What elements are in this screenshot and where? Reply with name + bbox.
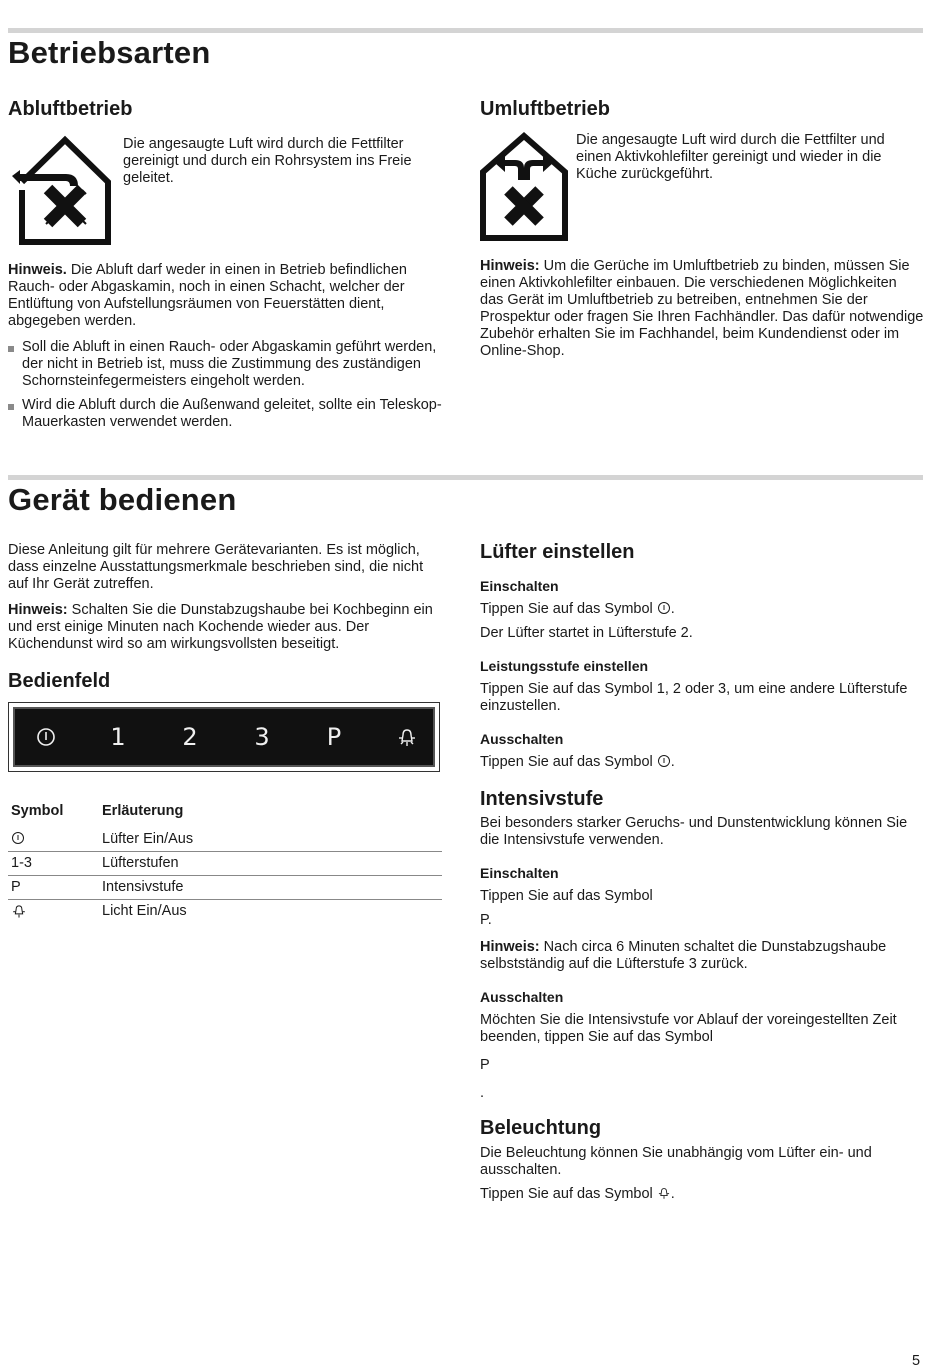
note-label: Hinweis: bbox=[8, 602, 68, 618]
section-rule bbox=[8, 475, 923, 480]
row-text: Licht Ein/Aus bbox=[102, 903, 187, 919]
ausschalten-text: Tippen Sie auf das Symbol . bbox=[480, 754, 675, 770]
row-text: Intensivstufe bbox=[102, 879, 184, 895]
einschalten-result: Der Lüfter startet in Lüfterstufe 2. bbox=[480, 625, 693, 641]
intro-note bbox=[8, 602, 448, 653]
intro-text: Diese Anleitung gilt für mehrere Gerätevarianten. Es ist möglich, dass einzelne Ausstattungsmerkmale beschrieben sind, die nicht auf Ihr Gerät zutreffen. bbox=[8, 542, 424, 592]
note-label: Hinweis. bbox=[8, 262, 67, 278]
note-text: Schalten Sie die Dunstabzugshaube bei Kochbeginn ein und erst einige Minuten nach Kochende wieder aus. Der Küchendunst wird so am wirkungsvollsten beseitigt. bbox=[8, 602, 433, 652]
panel-fan-3-button[interactable]: 3 bbox=[254, 723, 270, 751]
table-header-symbol: Symbol bbox=[11, 803, 64, 819]
bedienfeld-heading: Bedienfeld bbox=[8, 670, 111, 692]
power-icon bbox=[657, 754, 671, 768]
row-symbol: P bbox=[11, 879, 21, 895]
leistungsstufe-heading: Leistungsstufe einstellen bbox=[480, 658, 649, 674]
abluft-bullet-1: Soll die Abluft in einen Rauch- oder Abgaskamin geführt werden, der nicht in Betrieb ist, muss die Zustimmung des zuständigen Schornsteinfegermeisters eingeholt werden. bbox=[22, 339, 437, 389]
power-icon bbox=[35, 726, 57, 748]
umluft-note bbox=[480, 258, 924, 360]
note-label: Hinweis: bbox=[480, 258, 540, 274]
table-header-explanation: Erläuterung bbox=[102, 803, 184, 819]
note-text: Um die Gerüche im Umluftbetrieb zu binden, müssen Sie einen Aktivkohlefilter einbauen. Die verschiedenen Möglichkeiten das Gerät im Umluftbetrieb zu betreiben, entnehmen Sie der Prospektur oder fragen Sie Ihren Fachhändler. Das dafür notwendige Zubehör erhalten Sie im Fachhandel, beim Kundendienst oder im Online-Shop. bbox=[480, 258, 924, 359]
table-row bbox=[8, 876, 442, 900]
page-title: Betriebsarten bbox=[8, 35, 211, 70]
panel-light-button[interactable] bbox=[392, 726, 422, 754]
table-row bbox=[8, 852, 442, 876]
light-icon bbox=[396, 726, 418, 748]
row-text: Lüfterstufen bbox=[102, 855, 179, 871]
abluft-note bbox=[8, 262, 450, 330]
bullet-marker bbox=[8, 346, 14, 352]
einschalten-text: Tippen Sie auf das Symbol . bbox=[480, 601, 675, 617]
beleuchtung-instruction: Tippen Sie auf das Symbol bbox=[480, 1186, 657, 1202]
beleuchtung-description: Die Beleuchtung können Sie unabhängig vom Lüfter ein- und ausschalten. bbox=[480, 1145, 872, 1178]
power-icon bbox=[657, 601, 671, 615]
abluft-bullet-2: Wird die Abluft durch die Außenwand geleitet, sollte ein Teleskop-Mauerkasten verwendet werden. bbox=[22, 397, 442, 430]
panel-intensive-button[interactable]: P bbox=[326, 723, 342, 751]
leistungsstufe-text: Tippen Sie auf das Symbol 1, 2 oder 3, um eine andere Lüfterstufe einzustellen. bbox=[480, 681, 908, 714]
abluft-description: Die angesaugte Luft wird durch die Fettfilter gereinigt und durch ein Rohrsystem ins Freie geleitet. bbox=[123, 136, 412, 186]
control-panel bbox=[8, 702, 440, 772]
note-text: Nach circa 6 Minuten schaltet die Dunstabzugshaube selbstständig auf die Lüfterstufe 3 zurück. bbox=[480, 939, 887, 972]
intensiv-heading: Intensivstufe bbox=[480, 788, 604, 810]
table-row bbox=[8, 900, 442, 924]
intensiv-ausschalten-dot: . bbox=[480, 1085, 485, 1101]
house-exhaust-icon bbox=[8, 134, 112, 246]
intensiv-einschalten-heading: Einschalten bbox=[480, 865, 559, 881]
intensiv-ausschalten-heading: Ausschalten bbox=[480, 989, 564, 1005]
ausschalten-instruction: Tippen Sie auf das Symbol bbox=[480, 754, 657, 770]
intensiv-note bbox=[480, 939, 924, 973]
einschalten-instruction: Tippen Sie auf das Symbol bbox=[480, 601, 657, 617]
intensiv-ausschalten-text: Möchten Sie die Intensivstufe vor Ablauf der voreingestellten Zeit beenden, tippen Sie auf das Symbol bbox=[480, 1012, 897, 1045]
table-row bbox=[8, 828, 442, 852]
page-number: 5 bbox=[912, 1353, 921, 1369]
house-recirculation-icon bbox=[479, 132, 569, 242]
umluft-description: Die angesaugte Luft wird durch die Fettfilter und einen Aktivkohlefilter gereinigt und wieder in die Küche zurückgeführt. bbox=[576, 132, 885, 182]
note-label: Hinweis: bbox=[480, 939, 540, 955]
ausschalten-heading: Ausschalten bbox=[480, 731, 564, 747]
power-icon bbox=[11, 831, 25, 849]
light-icon bbox=[657, 1186, 671, 1200]
abluft-heading: Abluftbetrieb bbox=[8, 98, 133, 120]
umluft-heading: Umluftbetrieb bbox=[480, 98, 610, 120]
beleuchtung-heading: Beleuchtung bbox=[480, 1117, 602, 1139]
note-text: Die Abluft darf weder in einen in Betrieb befindlichen Rauch- oder Abgaskamin, noch in einen Schacht, welcher der Entlüftung von Aufstellungsräumen von Feuerstätten dient, abgegeben werden. bbox=[8, 262, 407, 329]
beleuchtung-text: Tippen Sie auf das Symbol . bbox=[480, 1186, 675, 1202]
row-text: Lüfter Ein/Aus bbox=[102, 831, 194, 847]
intensiv-einschalten-symbol: P. bbox=[480, 912, 492, 928]
intensiv-einschalten-text: Tippen Sie auf das Symbol bbox=[480, 888, 653, 904]
luefter-heading: Lüfter einstellen bbox=[480, 541, 635, 563]
intensiv-ausschalten-symbol: P bbox=[480, 1057, 490, 1073]
einschalten-heading: Einschalten bbox=[480, 578, 559, 594]
panel-power-button[interactable] bbox=[31, 726, 61, 754]
panel-fan-2-button[interactable]: 2 bbox=[182, 723, 198, 751]
light-icon bbox=[11, 903, 27, 923]
intensiv-description: Bei besonders starker Geruchs- und Dunstentwicklung können Sie die Intensivstufe verwenden. bbox=[480, 815, 908, 848]
row-symbol: 1-3 bbox=[11, 855, 32, 871]
bullet-marker bbox=[8, 404, 14, 410]
section-rule bbox=[8, 28, 923, 33]
section-title: Gerät bedienen bbox=[8, 482, 237, 517]
panel-fan-1-button[interactable]: 1 bbox=[110, 723, 126, 751]
